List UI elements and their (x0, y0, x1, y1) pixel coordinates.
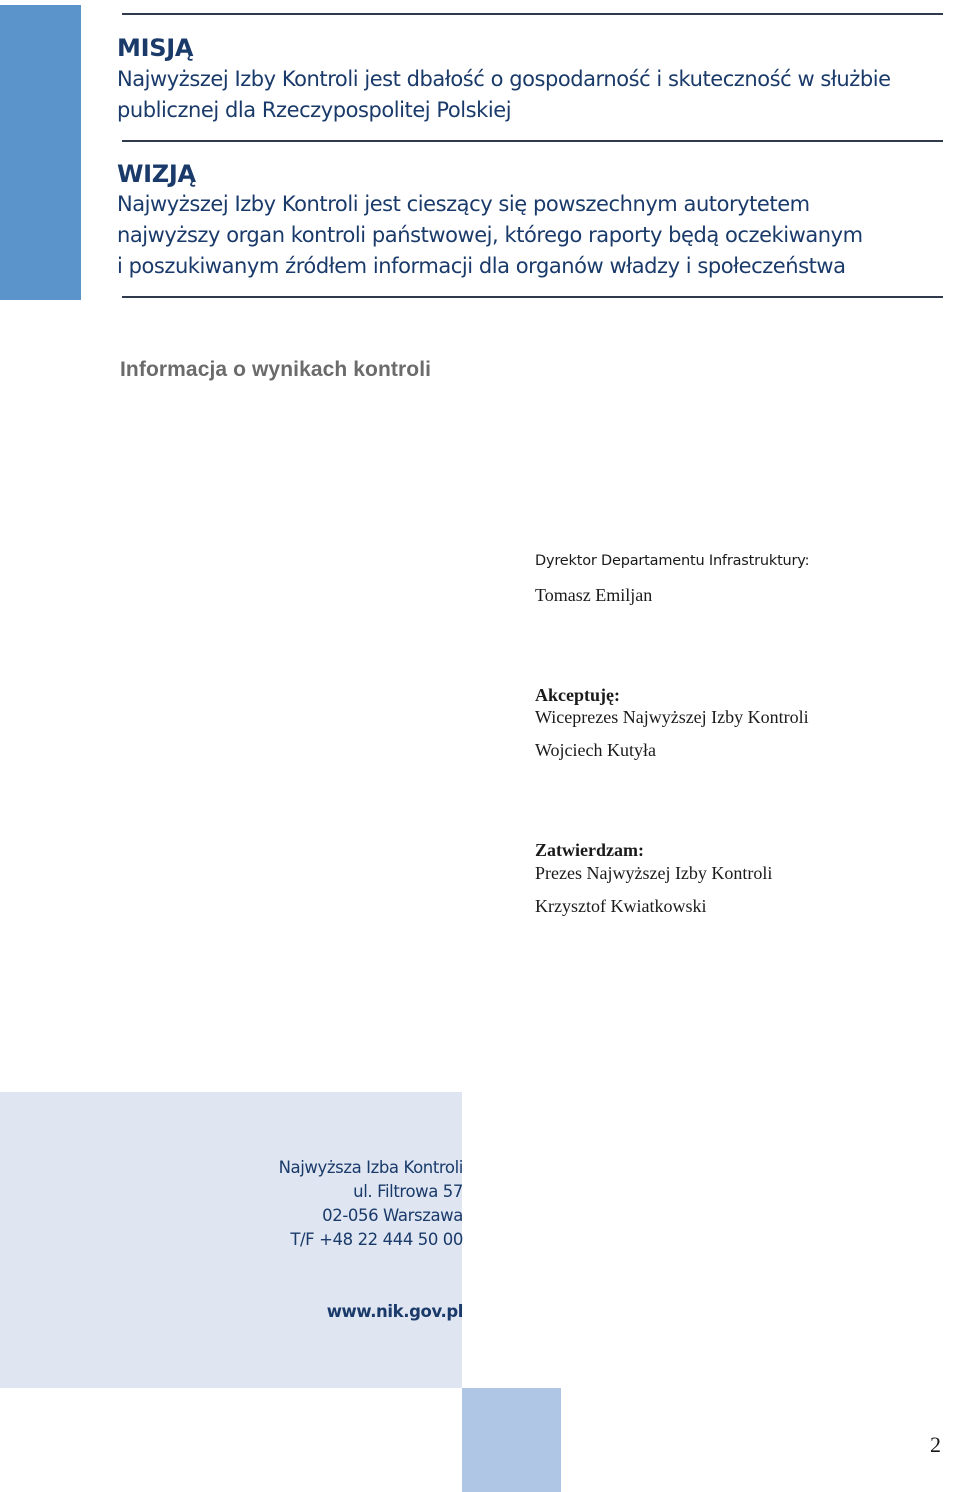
approve-role: Prezes Najwyższej Izby Kontroli (535, 863, 773, 883)
page-number: 2 (930, 1432, 941, 1457)
mission-line-1: Najwyższej Izby Kontroli jest dbałość o gospodarność i skuteczność w służbie (117, 67, 891, 91)
mission-heading: MISJĄ (117, 34, 194, 62)
vision-line-2: najwyższy organ kontroli państwowej, którego raporty będą oczekiwanym (117, 223, 863, 247)
director-name: Tomasz Emiljan (535, 585, 653, 605)
vision-rule (122, 296, 943, 298)
accept-name: Wojciech Kutyła (535, 740, 657, 760)
vision-heading: WIZJĄ (117, 160, 196, 188)
footer-phone: T/F +48 22 444 50 00 (290, 1230, 463, 1249)
mission-line-2: publicznej dla Rzeczypospolitej Polskiej (117, 98, 512, 122)
footer-org-name: Najwyższa Izba Kontroli (278, 1158, 463, 1177)
vision-line-3: i poszukiwanym źródłem informacji dla organów władzy i społeczeństwa (117, 254, 846, 278)
accept-role: Wiceprezes Najwyższej Izby Kontroli (535, 707, 809, 727)
bottom-accent-square (462, 1388, 561, 1492)
top-rule (122, 13, 943, 15)
footer-website-link[interactable]: www.nik.gov.pl (326, 1302, 463, 1321)
footer-city: 02-056 Warszawa (322, 1206, 463, 1225)
left-accent-bar (0, 5, 81, 300)
accept-label: Akceptuję: (535, 685, 620, 705)
document-title: Informacja o wynikach kontroli (120, 358, 432, 381)
director-role: Dyrektor Departamentu Infrastruktury: (535, 553, 810, 569)
approve-name: Krzysztof Kwiatkowski (535, 896, 707, 916)
vision-line-1: Najwyższej Izby Kontroli jest cieszący się powszechnym autorytetem (117, 192, 810, 216)
mission-rule (122, 140, 943, 142)
approve-label: Zatwierdzam: (535, 840, 644, 860)
footer-street: ul. Filtrowa 57 (353, 1182, 463, 1201)
